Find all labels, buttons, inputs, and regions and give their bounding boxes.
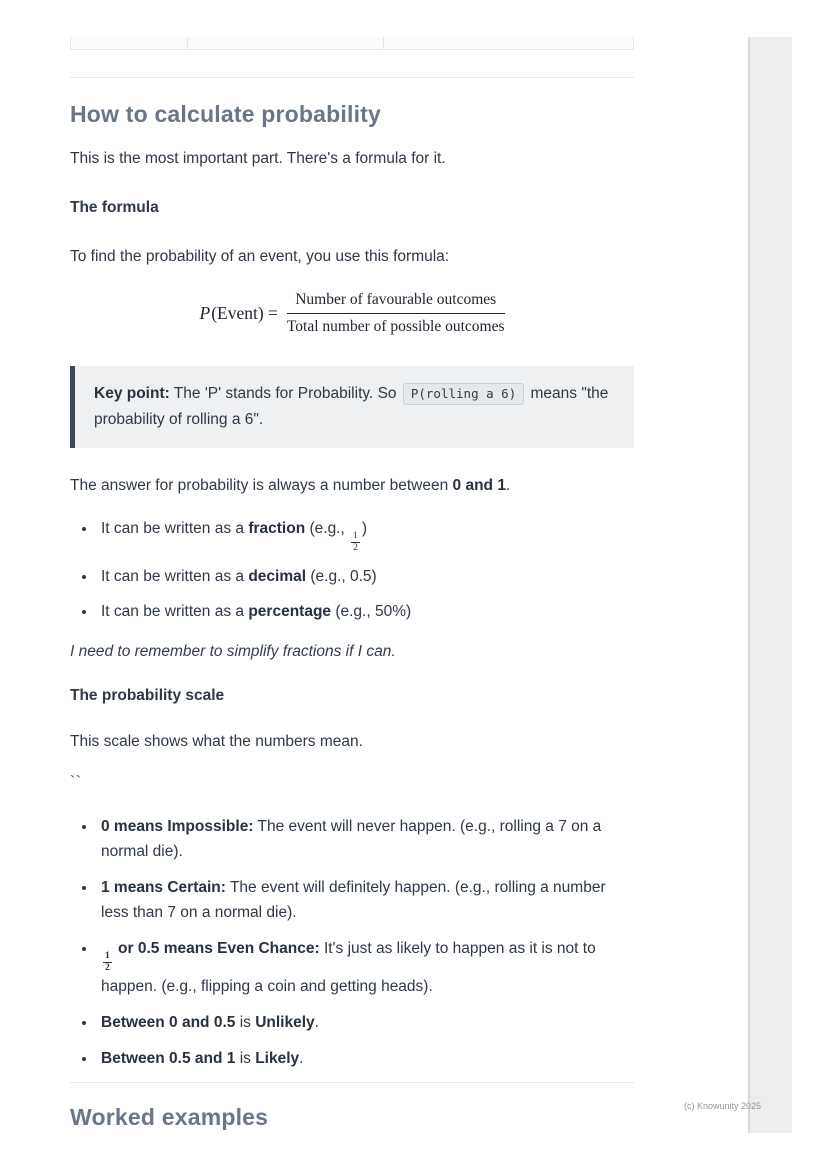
- scale-item-text: .: [314, 1013, 319, 1031]
- section-title-worked-examples: Worked examples: [70, 1103, 269, 1130]
- scale-item-text: The event will definitely happen. (e.g., rolling a number less than 7 on a normal die).: [101, 878, 606, 921]
- scale-item-text: is: [235, 1013, 256, 1031]
- list-item-text: ): [361, 520, 368, 537]
- document-page: [70, 37, 634, 1131]
- formula-lhs-rest: (Event) =: [211, 303, 278, 323]
- fraction-denominator: 2: [105, 962, 110, 973]
- probability-formula: [70, 291, 634, 336]
- list-item-bold: decimal: [248, 567, 307, 585]
- callout-text-before-code: The 'P' stands for Probability. So: [169, 385, 401, 402]
- scale-item-text: .: [299, 1049, 304, 1067]
- scale-item-text: is: [235, 1049, 256, 1067]
- scale-item-bold: 1 means Certain:: [101, 878, 226, 896]
- callout-label: Key point:: [94, 385, 170, 402]
- formula-p-variable: P: [199, 303, 211, 323]
- table-cell: [188, 37, 384, 49]
- scale-item-bold: Unlikely: [255, 1013, 315, 1031]
- table-fragment: [70, 37, 634, 50]
- list-item-text: (e.g.,: [305, 520, 350, 537]
- answer-suffix: .: [505, 477, 511, 494]
- formula-lead-paragraph: To find the probability of an event, you use this formula:: [70, 248, 450, 265]
- scale-item-text: The event will never happen. (e.g., rolling a 7 on a normal die).: [101, 817, 602, 860]
- formula-subheading: The formula: [70, 199, 159, 216]
- inline-code: P(rolling a 6): [403, 383, 524, 405]
- fraction-numerator: 1: [351, 532, 360, 543]
- list-item-bold: fraction: [248, 520, 306, 537]
- scale-item-bold: Likely: [255, 1049, 300, 1067]
- scale-item-even-chance: [97, 936, 634, 999]
- list-item-text: It can be written as a: [101, 567, 249, 585]
- scale-item-text: It's just as likely to happen as it is not to happen. (e.g., flipping a coin and getting heads).: [101, 939, 596, 995]
- scale-lead-paragraph: This scale shows what the numbers mean.: [70, 732, 363, 750]
- divider: [70, 77, 634, 78]
- scale-item-unlikely: [97, 1010, 634, 1035]
- list-item-text: (e.g., 0.5): [306, 567, 377, 585]
- table-cell: [384, 37, 633, 49]
- scale-item-bold-text: or 0.5 means Even Chance:: [113, 939, 320, 957]
- formula-denominator: Total number of possible outcomes: [286, 318, 505, 335]
- list-item-text: It can be written as a: [101, 520, 249, 537]
- formula-lhs: [199, 303, 277, 324]
- section-title-how-to-calculate: How to calculate probability: [70, 101, 382, 127]
- formula-fraction: [287, 291, 505, 336]
- callout-text-after-code: means "the probability of rolling a 6".: [94, 385, 609, 428]
- scale-item-bold: Between 0 and 0.5: [101, 1013, 236, 1031]
- scale-item-bold: 0 means Impossible:: [101, 817, 254, 835]
- scale-item-impossible: [97, 814, 634, 864]
- personal-note-italic: I need to remember to simplify fractions if I can.: [70, 642, 396, 660]
- key-point-callout: [70, 366, 634, 448]
- scale-item-likely: [97, 1046, 634, 1071]
- formula-numerator: Number of favourable outcomes: [287, 291, 505, 314]
- list-item-text: (e.g., 50%): [331, 602, 412, 620]
- list-item-text: It can be written as a: [101, 602, 249, 620]
- divider: [70, 1082, 634, 1083]
- fraction-one-half: [103, 952, 112, 974]
- probability-scale-list: [70, 814, 634, 1071]
- watermark: (c) Knowunity 2025: [684, 1101, 762, 1111]
- fraction-one-half: [351, 532, 360, 554]
- scale-item-certain: [97, 875, 634, 925]
- written-as-list: [70, 516, 634, 624]
- list-item-decimal: [97, 564, 634, 589]
- stray-code-fence-text: ``: [70, 772, 82, 790]
- answer-range-paragraph: [70, 474, 634, 498]
- answer-bold-range: 0 and 1: [452, 477, 506, 494]
- list-item-percentage: [97, 599, 634, 624]
- fraction-denominator: 2: [353, 542, 358, 553]
- table-cell: [71, 37, 188, 49]
- list-item-fraction: [97, 516, 634, 554]
- page-right-gutter: [748, 37, 792, 1133]
- answer-prefix: The answer for probability is always a number between: [70, 477, 453, 494]
- scale-item-bold: Between 0.5 and 1: [101, 1049, 236, 1067]
- intro-paragraph: This is the most important part. There's a formula for it.: [70, 150, 446, 167]
- scale-subheading: The probability scale: [70, 686, 225, 704]
- fraction-numerator: • 1: [103, 952, 112, 963]
- scale-item-bold: [101, 939, 320, 973]
- list-item-bold: percentage: [248, 602, 332, 620]
